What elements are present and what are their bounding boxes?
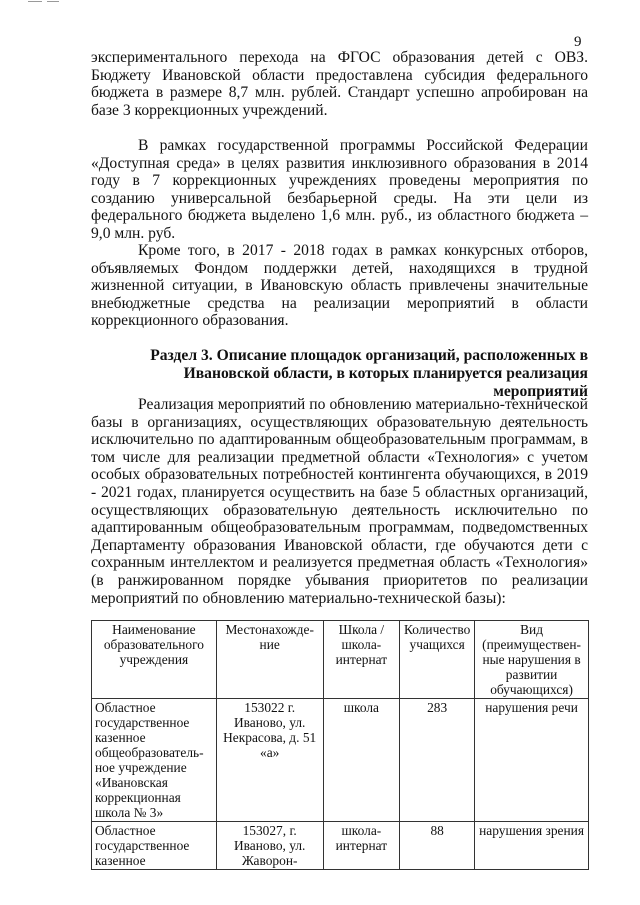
cell-location: 153027, г. Иваново, ул. Жаворон- [216, 822, 323, 870]
scan-artifact [28, 1, 42, 2]
section-heading-line1: Раздел 3. Описание площадок организаций, расположенных в [150, 347, 588, 364]
table-row [92, 699, 589, 822]
paragraph [91, 137, 588, 243]
paragraph [91, 49, 588, 119]
paragraph-text: экспериментального перехода на ФГОС образования детей с ОВЗ. Бюджету Ивановской области предоставлена субсидия федерального бюджета в размере 8,7 млн. рублей. Стандарт успешно апробирован на базе 3 коррекционных учреждений. [91, 49, 588, 119]
paragraph-text: В рамках государственной программы Российской Федерации «Доступная среда» в целях развития инклюзивного образования в 2014 году в 7 коррекционных учреждениях проведены мероприятия по созданию универсальной безбарьерной среды. На эти цели из федерального бюджета выделено 1,6 млн. руб., из областного бюджета – 9,0 млн. руб. [91, 137, 588, 242]
section-heading-line2: Ивановской области, в которых планируется реализация мероприятий [183, 365, 588, 400]
table-row [92, 822, 589, 870]
paragraph-text: Реализация мероприятий по обновлению материально-технической базы в организациях, осуществляющих образовательную деятельность исключительно по адаптированным общеобразовательным программам, в том числе для реализации предметной области «Технология» с учетом особых образовательных потребностей контингента обучающихся, в 2019 - 2021 годах, планируется осуществить на базе 5 областных организаций, осуществляющих образовательную деятельность исключительно по адаптированным общеобразовательным программам, подведомственных Департаменту образования Ивановской области, где обучаются дети с сохранным интеллектом и реализуется предметная область «Технология» (в ранжированном порядке убывания приоритетов по реализации мероприятий по обновлению материально-технической базы): [91, 396, 588, 607]
scan-artifact [47, 1, 59, 2]
cell-school-type: школа-интернат [323, 822, 400, 870]
cell-institution-name: Областное государственное казенное общеобразователь-ное учреждение «Ивановская коррекционная школа № 3» [92, 699, 217, 822]
institutions-table [91, 620, 589, 870]
header-location: Местонахожде-ние [216, 621, 323, 699]
cell-institution-name: Областное государственное казенное [92, 822, 217, 870]
cell-disorder-type: нарушения речи [475, 699, 589, 822]
section-heading [91, 347, 588, 401]
paragraph [91, 242, 588, 330]
header-student-count: Количество учащихся [400, 621, 475, 699]
cell-disorder-type: нарушения зрения [475, 822, 589, 870]
cell-student-count: 88 [400, 822, 475, 870]
cell-location: 153022 г. Иваново, ул. Некрасова, д. 51 «а» [216, 699, 323, 822]
header-disorder-type: Вид (преимуществен-ные нарушения в развитии обучающихся) [475, 621, 589, 699]
cell-school-type: школа [323, 699, 400, 822]
cell-student-count: 283 [400, 699, 475, 822]
header-institution-name: Наименование образовательного учреждения [92, 621, 217, 699]
paragraph-text: Кроме того, в 2017 - 2018 годах в рамках конкурсных отборов, объявляемых Фондом поддержки детей, находящихся в трудной жизненной ситуации, в Ивановскую область привлечены значительные внебюджетные средства на реализации мероприятий в области коррекционного образования. [91, 242, 588, 330]
paragraph [91, 396, 588, 607]
table-header-row [92, 621, 589, 699]
header-school-type: Школа / школа-интернат [323, 621, 400, 699]
page-number: 9 [574, 34, 582, 50]
